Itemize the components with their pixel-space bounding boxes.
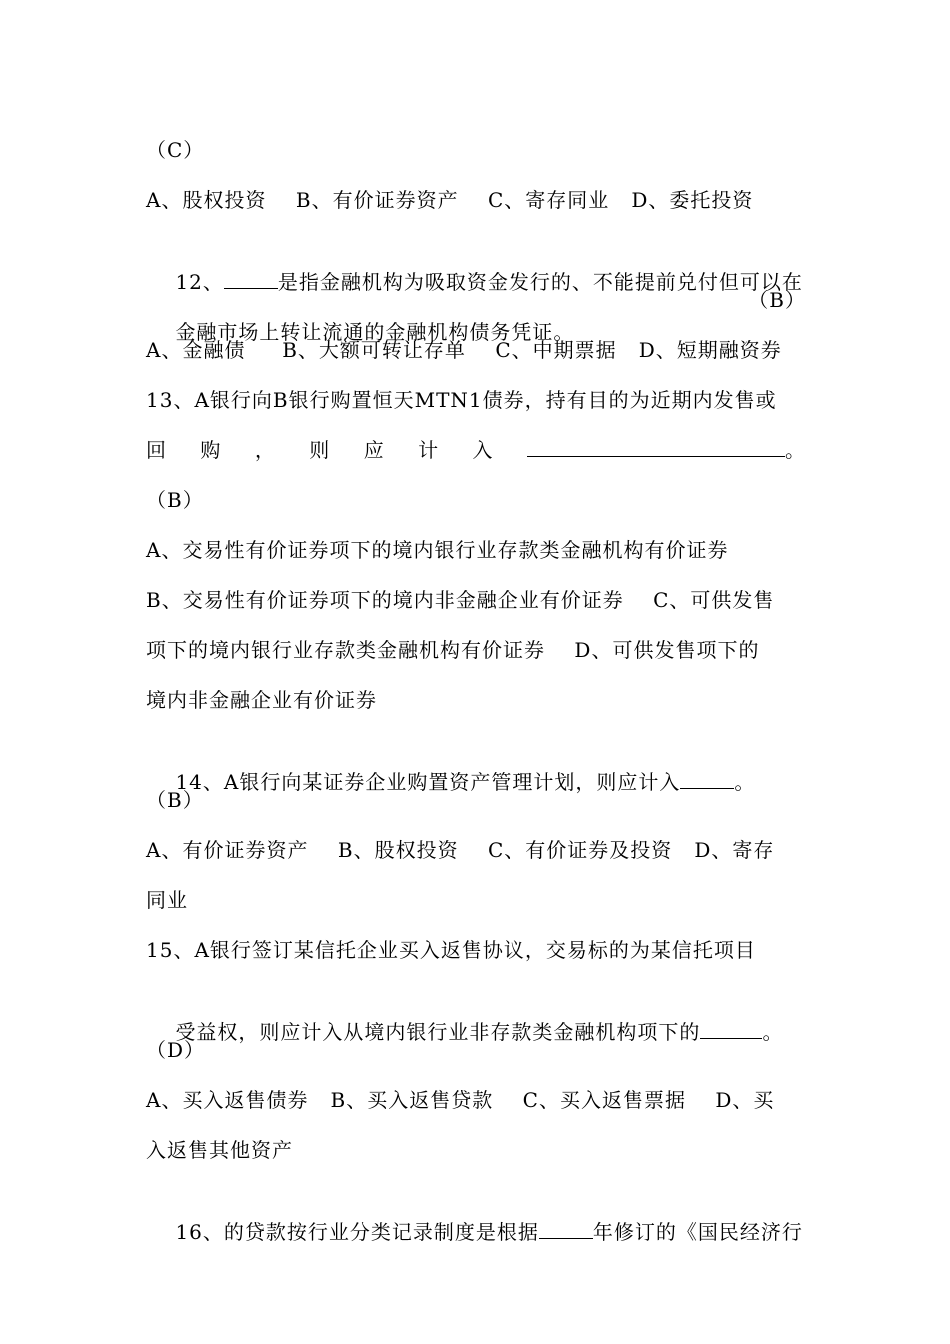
fill-blank	[527, 438, 785, 457]
options-line: B、交易性有价证券项下的境内非金融企业有价证券 C、可供发售	[146, 588, 775, 612]
options-line: A、交易性有价证券项下的境内银行业存款类金融机构有价证券	[146, 538, 729, 562]
options-line: 项下的境内银行业存款类金融机构有价证券 D、可供发售项下的	[146, 638, 760, 662]
options-line: 同业	[146, 888, 188, 912]
answer-line: （B）	[146, 488, 204, 512]
answer-line: （D）	[146, 1038, 206, 1062]
word: 回	[146, 438, 167, 462]
question-text: 金融市场上转让流通的金融机构债务凭证。	[175, 320, 575, 344]
answer-line: （B）	[146, 788, 204, 812]
answer-line: （C）	[146, 138, 205, 162]
period: 。	[784, 438, 806, 462]
word: 入	[472, 438, 494, 462]
word: 则	[309, 438, 331, 462]
answer-label: （B）	[748, 288, 806, 312]
question-12-line	[146, 234, 806, 294]
question-text: 年修订的《国民经济行	[592, 1220, 803, 1244]
period: 。	[734, 770, 756, 794]
fill-blank	[539, 1220, 593, 1239]
word: 计	[418, 438, 440, 462]
question-text: 14、A银行向某证券企业购置资产管理计划，则应计入	[175, 770, 681, 794]
word: ，	[254, 438, 276, 462]
options-line: 入返售其他资产	[146, 1138, 293, 1162]
question-16-line	[146, 1184, 806, 1244]
word: 购	[200, 438, 222, 462]
options-line: A、有价证券资产 B、股权投资 C、有价证券及投资 D、寄存	[146, 838, 775, 862]
period: 。	[762, 1020, 784, 1044]
options-line: A、金融债 B、大额可转让存单 C、中期票据 D、短期融资券	[146, 338, 782, 362]
question-14-line	[146, 734, 806, 794]
options-line: A、股权投资 B、有价证券资产 C、寄存同业 D、委托投资	[146, 188, 754, 212]
question-text-line	[146, 434, 806, 466]
question-text-line	[146, 984, 806, 1044]
question-number: 12、	[175, 270, 224, 294]
options-line: A、买入返售债券 B、买入返售贷款 C、买入返售票据 D、买	[146, 1088, 775, 1112]
question-text: 是指金融机构为吸取资金发行的、不能提前兑付但可以在	[277, 270, 803, 294]
options-line: 境内非金融企业有价证券	[146, 688, 377, 712]
question-13-line: 13、A银行向B银行购置恒天MTN1债券，持有目的为近期内发售或	[146, 388, 777, 412]
question-text: 受益权，则应计入从境内银行业非存款类金融机构项下的	[175, 1020, 701, 1044]
fill-blank-group	[527, 434, 806, 466]
question-text-line	[146, 284, 806, 344]
word: 应	[363, 438, 385, 462]
question-15-line: 15、A银行签订某信托企业买入返售协议，交易标的为某信托项目	[146, 938, 756, 962]
question-text: 16、的贷款按行业分类记录制度是根据	[175, 1220, 539, 1244]
